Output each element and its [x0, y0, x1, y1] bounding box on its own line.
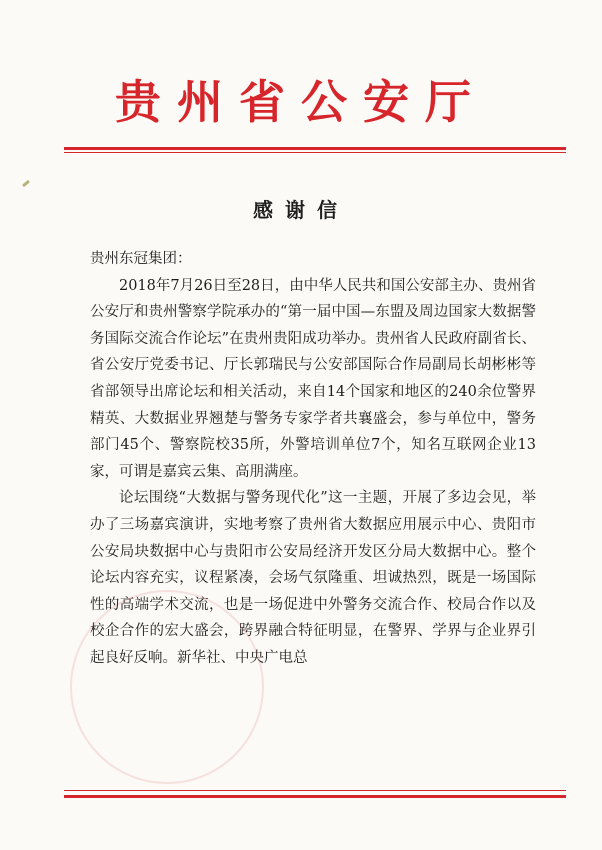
letter-paragraph-2: 论坛围绕“大数据与警务现代化”这一主题，开展了多边会见，举办了三场嘉宾演讲，实地考察了贵州省大数据应用展示中心、贵阳市公安局块数据中心与贵阳市公安局经济开发区分局大数据中心。整个论坛内容充实，议程紧凑，会场气氛隆重、坦诚热烈，既是一场国际性的高端学术交流，也是一场促进中外警务交流合作、校局合作以及校企合作的宏大盛会，跨界融合特征明显，在警界、学界与企业界引起良好反响。新华社、中央广电总: [90, 490, 536, 666]
letterhead-rule-thin: [64, 152, 566, 153]
letterhead-org-name: 贵州省公安厅: [115, 75, 487, 129]
paper-speck: [22, 180, 30, 187]
faded-seal-stamp: [70, 590, 264, 784]
letter-title: 感谢信: [253, 198, 349, 222]
footer-rule-thick: [64, 795, 566, 798]
footer-rule-thin: [64, 790, 566, 791]
letter-salutation: 贵州东冠集团：: [90, 251, 192, 267]
letterhead-rule-thick: [64, 147, 566, 150]
letter-paragraph-1: 2018年7月26日至28日，由中华人民共和国公安部主办、贵州省公安厅和贵州警察学院承办的“第一届中国—东盟及周边国家大数据警务国际交流合作论坛”在贵州贵阳成功举办。贵州省人民政府副省长、省公安厅党委书记、厅长郭瑞民与公安部国际合作局副局长胡彬彬等省部领导出席论坛和相关活动，来自14个国家和地区的240余位警界精英、大数据业界翘楚与警务专家学者共襄盛会，参与单位中，警务部门45个、警察院校35所，外警培训单位7个，知名互联网企业13家，可谓是嘉宾云集、高朋满座。: [90, 277, 536, 480]
